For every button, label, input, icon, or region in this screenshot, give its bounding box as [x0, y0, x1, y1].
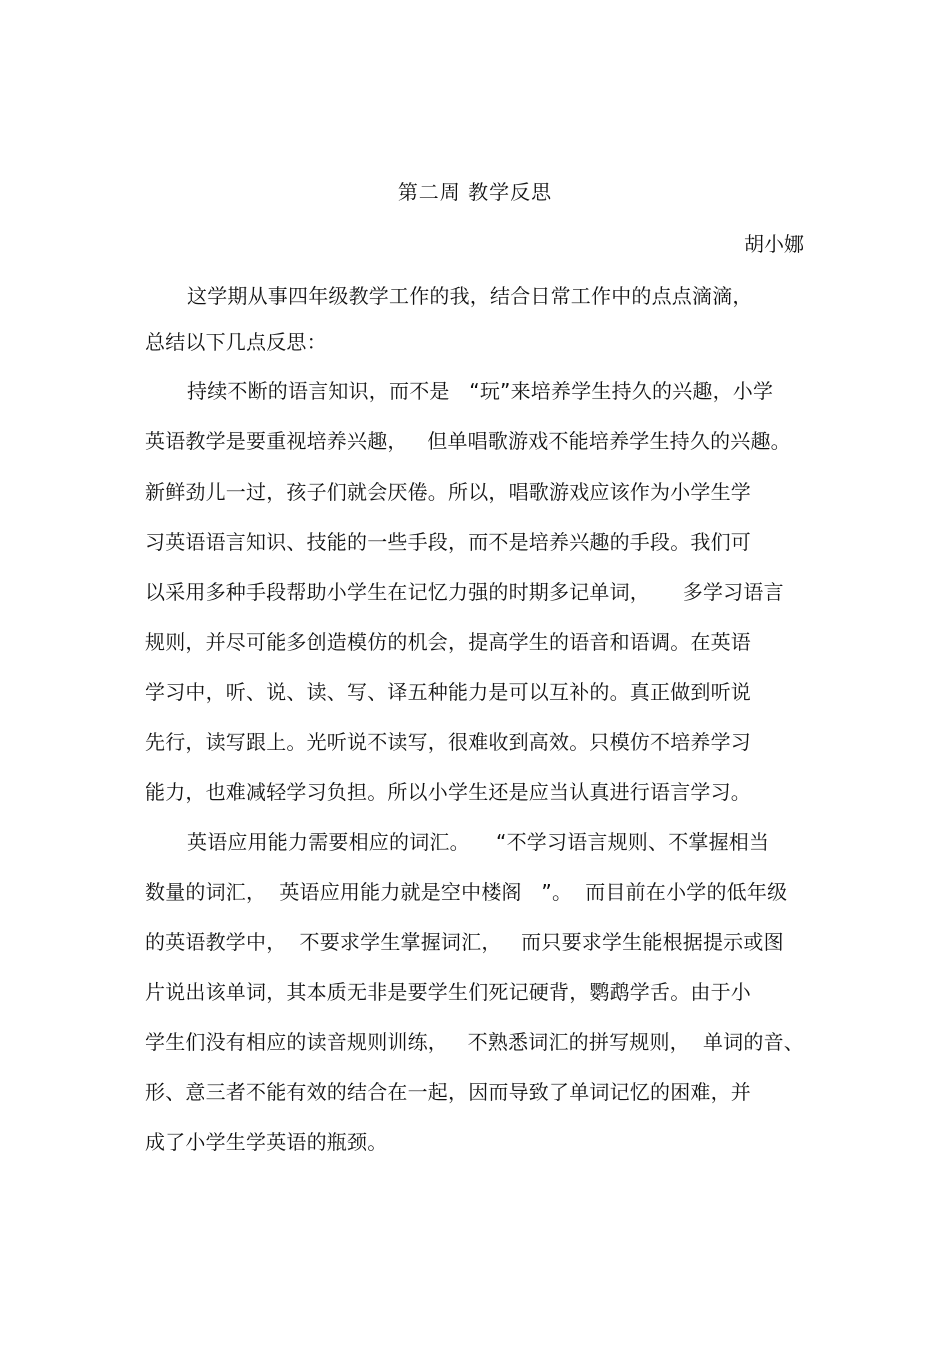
paragraph-line: 的英语教学中， 不要求学生掌握词汇， 而只要求学生能根据提示或图	[145, 930, 784, 954]
paragraph-line: 英语应用能力需要相应的词汇。 “不学习语言规则、不掌握相当	[187, 830, 770, 854]
paragraph-line: 学生们没有相应的读音规则训练， 不熟悉词汇的拼写规则， 单词的音、	[145, 1030, 804, 1054]
paragraph-line: 习英语语言知识、技能的一些手段，而不是培养兴趣的手段。我们可	[145, 530, 751, 554]
paragraph-line: 总结以下几点反思：	[145, 330, 327, 354]
paragraph-line: 学习中，听、说、读、写、译五种能力是可以互补的。真正做到听说	[145, 680, 751, 704]
paragraph-line: 片说出该单词，其本质无非是要学生们死记硬背，鹦鹉学舌。由于小	[145, 980, 751, 1004]
paragraph-line: 持续不断的语言知识，而不是 “玩”来培养学生持久的兴趣，小学	[187, 379, 774, 403]
document-title: 第二周 教学反思	[397, 180, 553, 204]
paragraph-line: 成了小学生学英语的瓶颈。	[145, 1130, 388, 1154]
paragraph-line: 以采用多种手段帮助小学生在记忆力强的时期多记单词， 多学习语言	[145, 580, 784, 604]
paragraph-line: 能力，也难减轻学习负担。所以小学生还是应当认真进行语言学习。	[145, 780, 751, 804]
paragraph-line: 数量的词汇， 英语应用能力就是空中楼阁 ”。 而目前在小学的低年级	[145, 880, 788, 904]
paragraph-line: 新鲜劲儿一过，孩子们就会厌倦。所以，唱歌游戏应该作为小学生学	[145, 480, 751, 504]
paragraph-line: 形、意三者不能有效的结合在一起，因而导致了单词记忆的困难，并	[145, 1080, 751, 1104]
author-name: 胡小娜	[744, 232, 804, 256]
paragraph-line: 这学期从事四年级教学工作的我，结合日常工作中的点点滴滴，	[187, 284, 753, 308]
paragraph-line: 英语教学是要重视培养兴趣， 但单唱歌游戏不能培养学生持久的兴趣。	[145, 429, 791, 453]
paragraph-line: 先行，读写跟上。光听说不读写，很难收到高效。只模仿不培养学习	[145, 730, 751, 754]
paragraph-line: 规则，并尽可能多创造模仿的机会，提高学生的语音和语调。在英语	[145, 630, 751, 654]
